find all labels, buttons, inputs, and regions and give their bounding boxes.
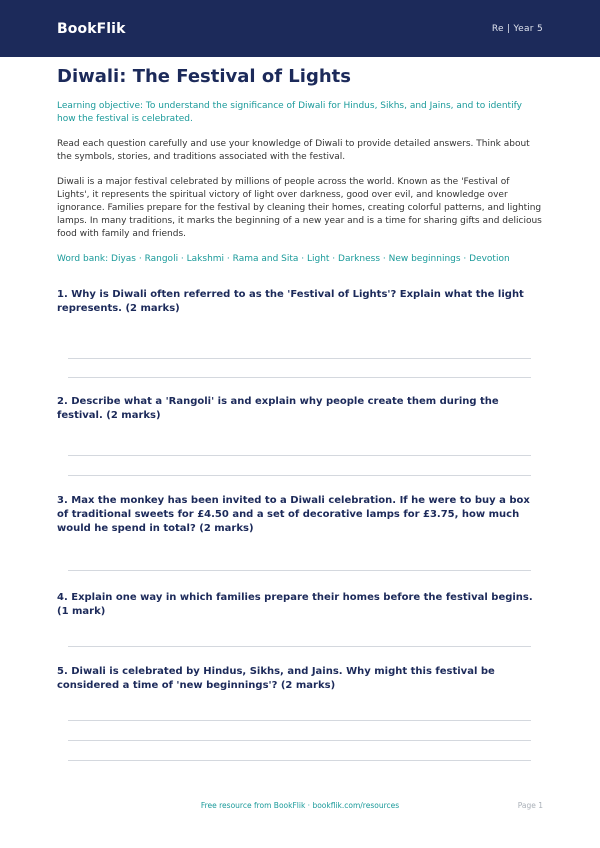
question-4: 4. Explain one way in which families prepare their homes before the festival begins. (1 mark) [57, 592, 533, 617]
question-1: 1. Why is Diwali often referred to as the 'Festival of Lights'? Explain what the light represents. (2 marks) [57, 289, 524, 314]
learning-objective: Learning objective: To understand the significance of Diwali for Hindus, Sikhs, and Jains, and to identify how the festival is celebrated. [57, 101, 522, 124]
subject-year-label: Re | Year 5 [491, 23, 543, 34]
question-2: 2. Describe what a 'Rangoli' is and explain why people create them during the festival. (2 marks) [57, 396, 499, 421]
instructions-text: Read each question carefully and use your knowledge of Diwali to provide detailed answers. Think about the symbols, stories, and traditions associated with the festival. [57, 139, 530, 162]
worksheet-content [57, 66, 543, 761]
footer-resource-link[interactable]: Free resource from BookFlik · bookflik.com/resources [200, 801, 400, 810]
reading-passage: Diwali is a major festival celebrated by millions of people across the world. Known as the 'Festival of Lights', it represents the spiritual victory of light over darkness, good over evil, and knowledge over ignorance. Families prepare for the festival by cleaning their homes, creating colorful patterns, and lighting lamps. In many traditions, it marks the beginning of a new year and is a time for sharing gifts and delicious food with family and friends. [57, 177, 542, 239]
question-5: 5. Diwali is celebrated by Hindus, Sikhs, and Jains. Why might this festival be considered a time of 'new beginnings'? (2 marks) [57, 666, 495, 691]
question-3: 3. Max the monkey has been invited to a Diwali celebration. If he were to buy a box of traditional sweets for £4.50 and a set of decorative lamps for £3.75, how much would he spend in total? (2 marks) [57, 495, 530, 534]
page-number: Page 1 [517, 801, 543, 810]
brand-logo-text: BookFlik [57, 20, 126, 37]
answer-line[interactable] [68, 760, 531, 761]
page-header [0, 0, 600, 57]
page-title: Diwali: The Festival of Lights [57, 66, 351, 87]
word-bank: Word bank: Diyas · Rangoli · Lakshmi · Rama and Sita · Light · Darkness · New beginnings · Devotion [57, 254, 510, 264]
page-footer [0, 801, 600, 815]
